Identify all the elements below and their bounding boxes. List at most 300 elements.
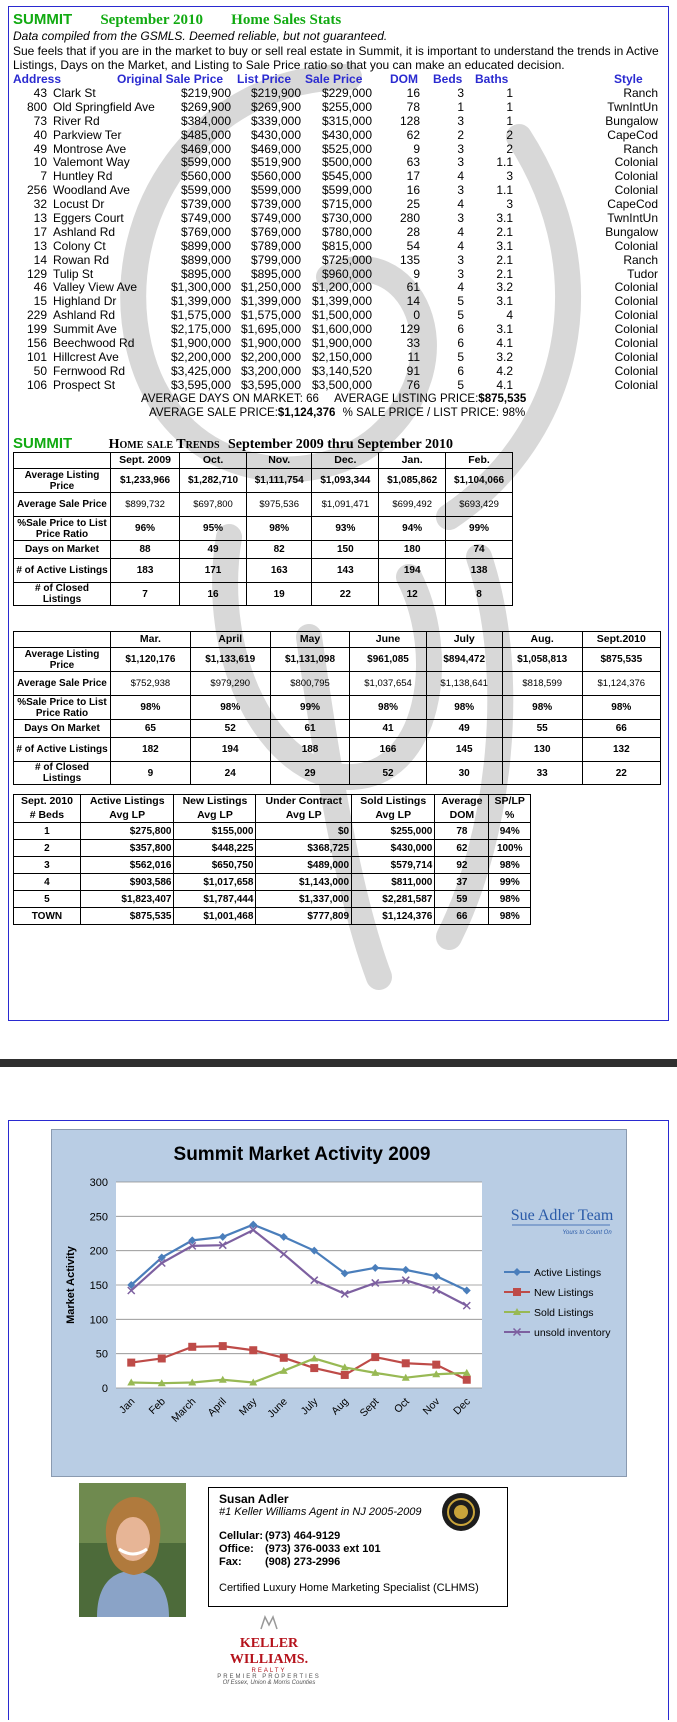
col-header-dom: DOM	[390, 72, 418, 86]
sale-street: Old Springfield Ave	[53, 99, 155, 114]
legend-marker	[513, 1268, 521, 1276]
trend-row	[14, 559, 513, 583]
beds-cell: 78	[435, 823, 489, 840]
beds-row	[14, 874, 531, 891]
sale-style: Colonial	[614, 322, 658, 337]
sale-baths: 3.1	[496, 294, 513, 309]
trend-cell: 16	[180, 583, 247, 606]
trend-cell: 49	[426, 720, 502, 738]
sale-baths: 2.1	[496, 224, 513, 239]
beds-subheader: Avg LP	[174, 809, 256, 823]
trend-cell: 194	[379, 559, 446, 583]
sale-row	[9, 239, 669, 253]
page-divider	[0, 1059, 677, 1067]
sale-beds: 1	[457, 99, 464, 114]
cell-phone[interactable]: Cellular: (973) 464-9129	[219, 1530, 341, 1542]
sale-baths: 4.2	[496, 363, 513, 378]
sale-dom: 135	[399, 252, 420, 267]
sale-dom: 63	[406, 155, 420, 170]
sale-street: Montrose Ave	[53, 141, 127, 156]
sale-orig: $469,000	[180, 141, 231, 156]
trend-cell: 171	[180, 559, 247, 583]
sale-sale: $315,000	[321, 113, 372, 128]
beds-cell: 66	[435, 908, 489, 925]
sale-orig: $269,900	[180, 99, 231, 114]
beds-cell: 37	[435, 874, 489, 891]
trend-cell: $1,138,641	[426, 672, 502, 696]
trend-cell: 130	[502, 738, 582, 762]
sale-baths: 2.1	[496, 252, 513, 267]
sale-list: $599,000	[250, 183, 301, 198]
trend-cell: $1,104,066	[446, 469, 513, 493]
legend-label: unsold inventory	[534, 1327, 611, 1339]
award-seal-icon	[439, 1492, 483, 1532]
trend-cell: 52	[190, 720, 270, 738]
page-two	[8, 1120, 669, 1720]
sale-baths: 4	[506, 308, 513, 323]
sale-baths: 2.1	[496, 266, 513, 281]
trend-cell: 9	[111, 762, 191, 785]
sale-row	[9, 308, 669, 322]
sale-row	[9, 155, 669, 169]
beds-cell: $903,586	[80, 874, 174, 891]
trends-table-1	[13, 452, 513, 606]
x-tick-label: Nov	[420, 1395, 443, 1418]
sale-row	[9, 142, 669, 156]
sale-baths: 3.1	[496, 238, 513, 253]
sale-num: 256	[26, 183, 47, 198]
beds-cell: $489,000	[256, 857, 352, 874]
sale-beds: 6	[457, 363, 464, 378]
trend-row	[14, 762, 661, 785]
trend-row-label: Average Listing Price	[14, 648, 111, 672]
col-header-list-price: List Price	[237, 72, 292, 86]
sale-beds: 6	[457, 336, 464, 351]
avg-list-label: AVERAGE LISTING PRICE:	[334, 393, 479, 405]
beds-subheader: Avg LP	[256, 809, 352, 823]
beds-subheader: Avg LP	[352, 809, 435, 823]
beds-cell: $448,225	[174, 840, 256, 857]
beds-cell: $811,000	[352, 874, 435, 891]
sale-orig: $1,399,000	[170, 294, 231, 309]
beds-header: Average	[435, 795, 489, 809]
sale-list: $895,000	[250, 266, 301, 281]
sale-num: 15	[33, 294, 47, 309]
x-tick-label: Feb	[146, 1395, 168, 1417]
trend-row-label: # of Active Listings	[14, 738, 111, 762]
sale-style: Colonial	[614, 336, 658, 351]
sale-row	[9, 86, 669, 100]
sale-dom: 129	[399, 322, 420, 337]
data-point	[463, 1376, 471, 1384]
sale-street: River Rd	[53, 113, 100, 128]
sale-row	[9, 322, 669, 336]
sale-baths: 1	[506, 113, 513, 128]
sale-baths: 2	[506, 141, 513, 156]
chart-panel	[51, 1129, 627, 1477]
data-point	[371, 1353, 379, 1361]
beds-cell: $0	[256, 823, 352, 840]
sale-street: Ashland Rd	[53, 308, 116, 323]
trend-row	[14, 672, 661, 696]
sale-street: Eggers Court	[53, 211, 124, 226]
trends-title: Home sale Trends	[108, 437, 220, 452]
sale-sale: $715,000	[321, 197, 372, 212]
sale-num: 13	[33, 238, 47, 253]
trend-cell: 98%	[246, 517, 311, 541]
certification: Certified Luxury Home Marketing Specialist (CLHMS)	[219, 1582, 479, 1594]
sale-style: CapeCod	[607, 127, 658, 142]
sale-street: Fernwood Rd	[53, 363, 126, 378]
sale-sale: $960,000	[321, 266, 372, 281]
sale-street: Highland Dr	[53, 294, 117, 309]
sales-table	[9, 86, 669, 392]
trend-cell: 98%	[350, 696, 426, 720]
trend-cell: $752,938	[111, 672, 191, 696]
page-one	[8, 6, 669, 1021]
sale-beds: 5	[457, 349, 464, 364]
avg-sale-label: AVERAGE SALE PRICE:	[149, 407, 278, 419]
sale-list: $739,000	[250, 197, 301, 212]
trend-cell: 82	[246, 541, 311, 559]
x-tick-label: March	[169, 1395, 199, 1425]
sale-style: Ranch	[623, 141, 658, 156]
sale-list: $430,000	[250, 127, 301, 142]
sale-row	[9, 253, 669, 267]
sale-sale: $1,600,000	[311, 322, 372, 337]
trend-cell: 188	[270, 738, 350, 762]
summary-line-1	[141, 393, 526, 405]
sale-beds: 5	[457, 377, 464, 392]
beds-cell: 2	[14, 840, 81, 857]
trend-row-label: Average Sale Price	[14, 672, 111, 696]
sale-dom: 280	[399, 211, 420, 226]
sale-beds: 4	[457, 197, 464, 212]
month-header: Sept. 2009	[111, 453, 180, 469]
sale-street: Clark St	[53, 86, 96, 100]
trend-cell: 150	[312, 541, 379, 559]
sale-sale: $525,000	[321, 141, 372, 156]
trend-cell: 24	[190, 762, 270, 785]
beds-header: Sold Listings	[352, 795, 435, 809]
trend-row	[14, 517, 513, 541]
kw-premier: PREMIER PROPERTIES	[217, 1674, 321, 1680]
y-tick-label: 100	[89, 1314, 108, 1327]
sale-street: Hillcrest Ave	[53, 349, 119, 364]
sale-orig: $895,000	[180, 266, 231, 281]
data-point	[402, 1359, 410, 1367]
sale-sale: $730,000	[321, 211, 372, 226]
data-point	[219, 1342, 227, 1350]
sale-style: Colonial	[614, 294, 658, 309]
trend-cell: 182	[111, 738, 191, 762]
y-tick-label: 0	[101, 1383, 108, 1395]
trend-cell: $1,131,098	[270, 648, 350, 672]
trend-cell: $975,536	[246, 493, 311, 517]
sale-style: TwnIntUn	[607, 211, 658, 226]
x-tick-label: June	[265, 1395, 290, 1421]
sale-style: Ranch	[623, 252, 658, 267]
sale-sale: $229,000	[321, 86, 372, 100]
month-header: May	[270, 632, 350, 648]
trend-row	[14, 696, 661, 720]
sale-row	[9, 197, 669, 211]
sale-dom: 9	[413, 266, 420, 281]
beds-cell: $1,823,407	[80, 891, 174, 908]
month-header: Dec.	[312, 453, 379, 469]
sale-list: $1,250,000	[240, 280, 301, 295]
sale-dom: 25	[406, 197, 420, 212]
trend-cell: $899,732	[111, 493, 180, 517]
sale-style: Colonial	[614, 349, 658, 364]
beds-cell: 92	[435, 857, 489, 874]
trend-cell: 41	[350, 720, 426, 738]
sale-beds: 3	[457, 141, 464, 156]
agent-photo	[79, 1483, 186, 1617]
sale-list: $1,575,000	[240, 308, 301, 323]
beds-cell: 98%	[489, 857, 531, 874]
trend-cell: 132	[582, 738, 660, 762]
month-header: Oct.	[180, 453, 247, 469]
x-tick-label: April	[205, 1395, 229, 1419]
trend-cell: $697,800	[180, 493, 247, 517]
trend-cell: $961,085	[350, 648, 426, 672]
sale-baths: 1	[506, 86, 513, 100]
beds-cell: $562,016	[80, 857, 174, 874]
trend-cell: 194	[190, 738, 270, 762]
sale-baths: 3.1	[496, 322, 513, 337]
sale-style: Tudor	[627, 266, 658, 281]
beds-cell: $1,143,000	[256, 874, 352, 891]
month-header: July	[426, 632, 502, 648]
sale-beds: 4	[457, 224, 464, 239]
trend-cell: 143	[312, 559, 379, 583]
sale-orig: $899,000	[180, 238, 231, 253]
sale-num: 49	[33, 141, 47, 156]
sale-street: Beechwood Rd	[53, 336, 135, 351]
sale-sale: $815,000	[321, 238, 372, 253]
sale-dom: 9	[413, 141, 420, 156]
sale-sale: $725,000	[321, 252, 372, 267]
beds-subheader: # Beds	[14, 809, 81, 823]
trend-cell: $818,599	[502, 672, 582, 696]
beds-cell: $1,017,658	[174, 874, 256, 891]
beds-subheader: %	[489, 809, 531, 823]
sale-baths: 4.1	[496, 336, 513, 351]
sale-dom: 128	[399, 113, 420, 128]
legend-label: Sold Listings	[534, 1307, 594, 1319]
data-point	[127, 1359, 135, 1367]
beds-cell: $777,809	[256, 908, 352, 925]
sale-orig: $1,900,000	[170, 336, 231, 351]
beds-cell: 59	[435, 891, 489, 908]
sale-list: $469,000	[250, 141, 301, 156]
sale-list: $219,900	[250, 86, 301, 100]
sale-row	[9, 350, 669, 364]
trend-cell: 94%	[379, 517, 446, 541]
sale-dom: 17	[406, 169, 420, 184]
trend-cell: 49	[180, 541, 247, 559]
sale-list: $1,399,000	[240, 294, 301, 309]
sale-style: TwnIntUn	[607, 99, 658, 114]
sale-baths: 2	[506, 127, 513, 142]
beds-cell: $1,337,000	[256, 891, 352, 908]
sale-list: $560,000	[250, 169, 301, 184]
kw-emblem-icon	[257, 1615, 281, 1631]
trend-cell: 98%	[190, 696, 270, 720]
beds-cell: 98%	[489, 908, 531, 925]
sale-street: Parkview Ter	[53, 127, 122, 142]
beds-cell: $368,725	[256, 840, 352, 857]
sale-dom: 16	[406, 86, 420, 100]
x-tick-label: Dec	[451, 1395, 473, 1418]
trend-cell: $693,429	[446, 493, 513, 517]
beds-subheader: Avg LP	[80, 809, 174, 823]
sale-num: 229	[26, 308, 47, 323]
sale-list: $1,695,000	[240, 322, 301, 337]
trend-cell: 99%	[446, 517, 513, 541]
kw-name: KELLER WILLIAMS.	[229, 1636, 309, 1667]
month-header: Nov.	[246, 453, 311, 469]
sale-baths: 3.2	[496, 280, 513, 295]
sale-orig: $599,000	[180, 183, 231, 198]
sale-sale: $500,000	[321, 155, 372, 170]
trend-cell: $875,535	[582, 648, 660, 672]
sale-sale: $599,000	[321, 183, 372, 198]
trend-cell: 61	[270, 720, 350, 738]
data-point	[188, 1343, 196, 1351]
beds-cell: $2,281,587	[352, 891, 435, 908]
trend-row-label: # of Closed Listings	[14, 762, 111, 785]
col-header-style: Style	[614, 72, 643, 86]
sale-row	[9, 280, 669, 294]
sale-style: Colonial	[614, 308, 658, 323]
y-axis-label: Market Activity	[65, 1246, 77, 1324]
sale-style: Colonial	[614, 280, 658, 295]
avg-dom: AVERAGE DAYS ON MARKET: 66	[141, 393, 319, 405]
sale-list: $789,000	[250, 238, 301, 253]
sale-dom: 28	[406, 224, 420, 239]
trend-cell: $1,111,754	[246, 469, 311, 493]
sale-baths: 1.1	[496, 183, 513, 198]
trend-cell: 98%	[502, 696, 582, 720]
sale-list: $1,900,000	[240, 336, 301, 351]
beds-cell: $1,124,376	[352, 908, 435, 925]
sale-beds: 3	[457, 155, 464, 170]
sale-list: $3,200,000	[240, 363, 301, 378]
beds-header: New Listings	[174, 795, 256, 809]
sale-list: $269,900	[250, 99, 301, 114]
sale-beds: 3	[457, 113, 464, 128]
sale-orig: $3,425,000	[170, 363, 231, 378]
beds-cell: 98%	[489, 891, 531, 908]
sale-num: 7	[40, 169, 47, 184]
trend-cell: 95%	[180, 517, 247, 541]
beds-cell: TOWN	[14, 908, 81, 925]
data-point	[158, 1354, 166, 1362]
beds-cell: 62	[435, 840, 489, 857]
trend-cell: $1,085,862	[379, 469, 446, 493]
trend-row	[14, 720, 661, 738]
trend-cell: 19	[246, 583, 311, 606]
sale-street: Huntley Rd	[53, 169, 113, 184]
sale-style: Colonial	[614, 155, 658, 170]
sale-row	[9, 128, 669, 142]
col-header-original-sale-price: Original Sale Price	[117, 72, 224, 86]
trend-cell: 55	[502, 720, 582, 738]
sale-beds: 3	[457, 211, 464, 226]
sale-num: 101	[26, 349, 47, 364]
data-point	[310, 1364, 318, 1372]
agent-name: Susan Adler	[219, 1492, 289, 1506]
trend-cell: $1,124,376	[582, 672, 660, 696]
sale-row	[9, 336, 669, 350]
trend-row	[14, 738, 661, 762]
sale-style: CapeCod	[607, 197, 658, 212]
sale-street: Summit Ave	[53, 322, 117, 337]
sale-baths: 1.1	[496, 155, 513, 170]
beds-cell: $275,800	[80, 823, 174, 840]
y-tick-label: 300	[89, 1177, 108, 1189]
fax-number: Fax: (908) 273-2996	[219, 1556, 341, 1568]
sale-dom: 14	[406, 294, 420, 309]
trend-row-label: # of Active Listings	[14, 559, 111, 583]
trends-range: September 2009 thru September 2010	[227, 437, 453, 452]
sale-num: 14	[33, 252, 47, 267]
kw-area: Of Essex, Union & Morris Counties	[222, 1680, 316, 1686]
sale-dom: 0	[413, 308, 420, 323]
trends-table-2	[13, 631, 661, 785]
x-tick-label: Oct	[391, 1395, 412, 1416]
trend-cell: $1,120,176	[111, 648, 191, 672]
sale-orig: $599,000	[180, 155, 231, 170]
sale-baths: 3.2	[496, 349, 513, 364]
sale-list: $2,200,000	[240, 349, 301, 364]
keller-williams-logo	[209, 1615, 329, 1686]
sale-sale: $3,140,520	[311, 363, 372, 378]
sale-orig: $1,575,000	[170, 308, 231, 323]
trend-cell: $1,233,966	[111, 469, 180, 493]
sale-style: Bungalow	[605, 224, 658, 239]
trend-cell: 8	[446, 583, 513, 606]
sale-row	[9, 183, 669, 197]
beds-subheader: DOM	[435, 809, 489, 823]
sale-orig: $899,000	[180, 252, 231, 267]
beds-header: Under Contract	[256, 795, 352, 809]
trend-cell: 166	[350, 738, 426, 762]
beds-table	[13, 794, 531, 925]
kw-realty: REALTY	[251, 1668, 287, 1674]
trend-cell: $979,290	[190, 672, 270, 696]
x-tick-label: July	[298, 1395, 321, 1418]
sale-style: Colonial	[614, 363, 658, 378]
trend-cell: 98%	[111, 696, 191, 720]
sale-beds: 3	[457, 252, 464, 267]
col-header-baths: Baths	[475, 72, 509, 86]
trend-cell: 98%	[582, 696, 660, 720]
sale-num: 32	[33, 197, 47, 212]
sale-dom: 76	[406, 377, 420, 392]
office-phone[interactable]: Office: (973) 376-0033 ext 101	[219, 1543, 381, 1555]
sale-sale: $3,500,000	[311, 377, 372, 392]
sale-street: Woodland Ave	[53, 183, 130, 198]
trends-heading	[13, 435, 453, 453]
sale-style: Colonial	[614, 183, 658, 198]
sale-sale: $1,200,000	[311, 280, 372, 295]
sale-baths: 1	[506, 99, 513, 114]
sale-num: 156	[26, 336, 47, 351]
sale-orig: $1,300,000	[170, 280, 231, 295]
